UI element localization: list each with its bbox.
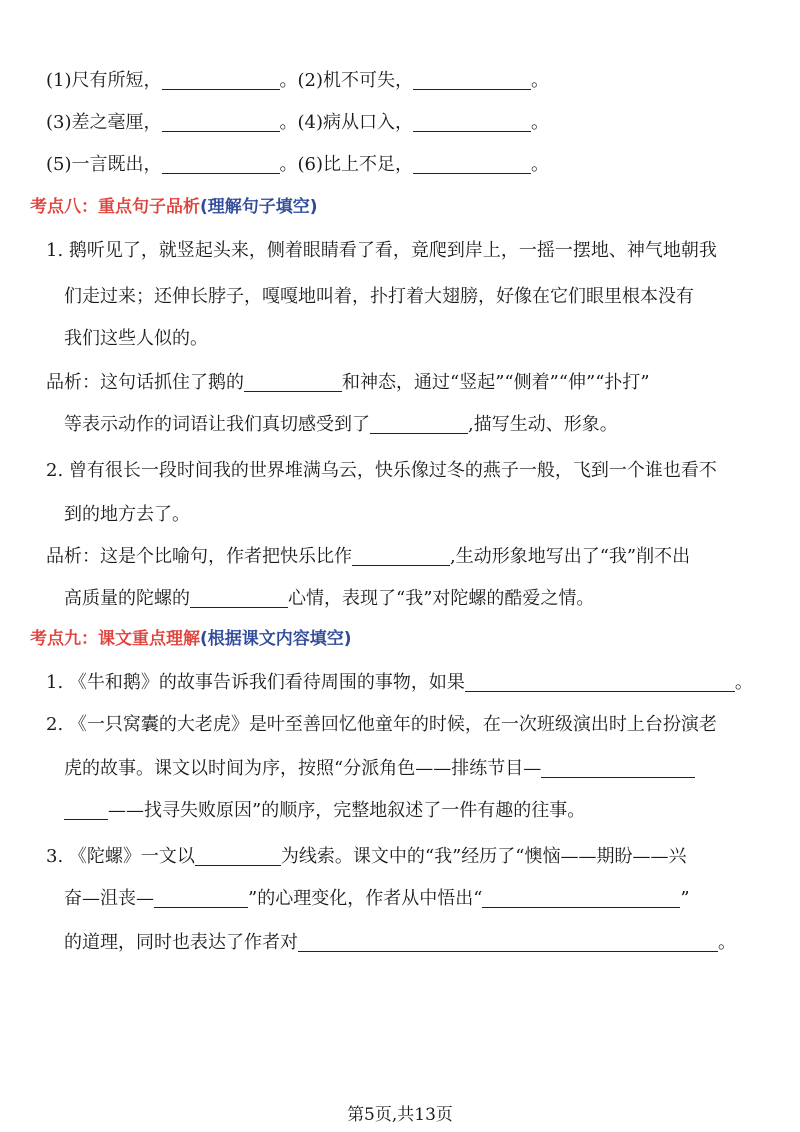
blank-q8-2-b[interactable] <box>190 587 288 608</box>
blank-q9-3-d[interactable] <box>298 931 718 952</box>
section-9-heading <box>30 626 352 652</box>
question-text: ——找寻失败原因”的顺序，完整地叙述了一件有趣的往事。 <box>108 800 586 821</box>
blank-q9-2-b[interactable] <box>64 799 108 820</box>
question-text: 3. 《陀螺》一文以 <box>46 846 195 867</box>
blank-idiom-1[interactable] <box>162 69 280 90</box>
blank-q8-1-b[interactable] <box>370 413 468 434</box>
period: 。 <box>531 112 549 133</box>
q9-2-line-1: 2. 《一只窝囊的大老虎》是叶至善回忆他童年的时候，在一次班级演出时上台扮演老 <box>46 714 717 735</box>
blank-idiom-3[interactable] <box>162 111 280 132</box>
blank-q9-3-a[interactable] <box>195 845 281 866</box>
q9-3-line-3 <box>64 930 736 956</box>
q9-2-line-3 <box>64 798 585 824</box>
question-text: 1. 《牛和鹅》的故事告诉我们看待周围的事物，如果 <box>46 672 465 693</box>
idiom-2-text: 。(2)机不可失， <box>279 70 413 91</box>
q9-2-line-2 <box>64 756 695 782</box>
idiom-row-2 <box>46 110 549 136</box>
blank-q9-3-b[interactable] <box>154 887 248 908</box>
analysis-text: 和神态，通过“竖起”“侧着”“伸”“扑打” <box>342 372 650 393</box>
question-text: ”的心理变化，作者从中悟出“ <box>248 888 483 909</box>
idiom-6-text: 。(6)比上不足， <box>279 154 413 175</box>
q8-1-analysis-line-2 <box>64 412 618 438</box>
blank-q8-1-a[interactable] <box>244 371 342 392</box>
q8-2-sentence-line-1: 2. 曾有很长一段时间我的世界堆满乌云，快乐像过冬的燕子一般，飞到一个谁也看不 <box>46 460 717 481</box>
q9-3-line-1 <box>46 844 687 870</box>
analysis-text: 品析：这是个比喻句，作者把快乐比作 <box>46 546 352 567</box>
q9-1-line <box>46 670 753 696</box>
idiom-1-text: (1)尺有所短， <box>46 70 162 91</box>
blank-idiom-6[interactable] <box>413 153 531 174</box>
section-9-title: 考点九：课文重点理解 <box>30 629 200 649</box>
blank-idiom-4[interactable] <box>413 111 531 132</box>
analysis-text: 心情，表现了“我”对陀螺的酷爱之情。 <box>288 588 595 609</box>
question-text: 的道理，同时也表达了作者对 <box>64 932 298 953</box>
blank-idiom-5[interactable] <box>162 153 280 174</box>
q8-1-sentence-line-1: 1. 鹅听见了，就竖起头来，侧着眼睛看了看，竟爬到岸上，一摇一摆地、神气地朝我 <box>46 240 717 261</box>
analysis-text: 等表示动作的词语让我们真切感受到了 <box>64 414 370 435</box>
blank-q9-1[interactable] <box>465 671 735 692</box>
q8-1-sentence-line-2: 们走过来；还伸长脖子，嘎嘎地叫着，扑打着大翅膀，好像在它们眼里根本没有 <box>64 286 694 307</box>
analysis-text: 品析：这句话抓住了鹅的 <box>46 372 244 393</box>
q8-2-sentence-line-2: 到的地方去了。 <box>64 504 190 525</box>
question-text: 虎的故事。课文以时间为序，按照“分派角色——排练节目— <box>64 758 542 779</box>
blank-idiom-2[interactable] <box>413 69 531 90</box>
idiom-4-text: 。(4)病从口入， <box>279 112 413 133</box>
q8-1-sentence-line-3: 我们这些人似的。 <box>64 328 208 349</box>
section-8-title: 考点八：重点句子品析 <box>30 197 200 217</box>
idiom-row-1 <box>46 68 549 94</box>
blank-q9-2-a[interactable] <box>541 757 695 778</box>
analysis-text: 高质量的陀螺的 <box>64 588 190 609</box>
period: 。 <box>531 154 549 175</box>
blank-q9-3-c[interactable] <box>482 887 680 908</box>
question-text: 为线索。课文中的“我”经历了“懊恼——期盼——兴 <box>280 846 687 867</box>
q8-2-analysis-line-2 <box>64 586 594 612</box>
question-text: 奋—沮丧— <box>64 888 154 909</box>
analysis-text: ,描写生动、形象。 <box>468 414 618 435</box>
blank-q8-2-a[interactable] <box>352 545 450 566</box>
period: 。 <box>734 672 753 693</box>
section-8-note: (理解句子填空) <box>200 197 318 217</box>
idiom-row-3 <box>46 152 549 178</box>
page-number-footer: 第5页,共13页 <box>347 1105 453 1125</box>
q8-1-analysis-line-1 <box>46 370 650 396</box>
period: 。 <box>718 932 736 953</box>
section-9-note: (根据课文内容填空) <box>200 629 352 649</box>
analysis-text: ,生动形象地写出了“我”削不出 <box>450 546 691 567</box>
idiom-3-text: (3)差之毫厘， <box>46 112 162 133</box>
period: 。 <box>531 70 549 91</box>
q8-2-analysis-line-1 <box>46 544 690 570</box>
q9-3-line-2 <box>64 886 690 912</box>
quote-mark: ” <box>680 888 690 909</box>
idiom-5-text: (5)一言既出， <box>46 154 162 175</box>
section-8-heading <box>30 194 318 220</box>
